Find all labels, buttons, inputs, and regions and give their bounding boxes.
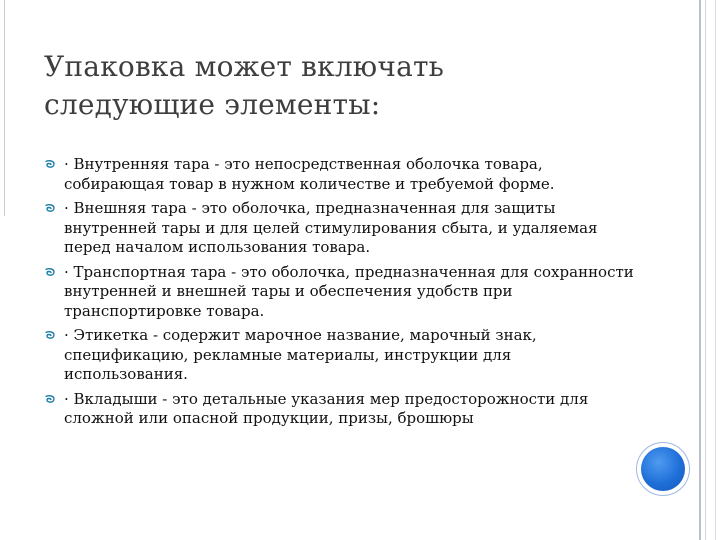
bullet-text: · Внешняя тара - это оболочка, предназначенная для защиты внутренней тары и для целей стимулирования сбыта, и удаляемая перед началом использования товара. [64,199,598,256]
bullet-text: · Вкладыши - это детальные указания мер предосторожности для сложной или опасной продукции, призы, брошюры [64,389,589,427]
right-border-inner-line [705,0,706,540]
bullet-item-outer-packaging [44,199,634,258]
bullet-text: · Внутренняя тара - это непосредственная оболочка товара, собирающая товар в нужном количестве и требуемой форме. [64,155,555,193]
curl-bullet-icon [44,330,56,342]
slide-title [44,48,604,124]
bullet-list [44,155,634,434]
curl-bullet-icon [44,394,56,406]
bullet-item-inner-packaging [44,155,634,194]
slide-title-line-1: Упаковка может включать [44,50,445,83]
bullet-item-transport-packaging [44,263,634,322]
curl-bullet-icon [44,159,56,171]
right-border-line [699,0,701,540]
bullet-item-inserts [44,390,634,429]
bullet-text: · Этикетка - содержит марочное название, марочный знак, спецификацию, рекламные материалы, инструкции для использования. [64,326,537,383]
bullet-text: · Транспортная тара - это оболочка, предназначенная для сохранности внутренней и внешней тары и обеспечения удобств при транспортировке товара. [64,262,634,320]
bullet-item-label [44,326,634,385]
slide-title-line-2: следующие элементы: [44,88,381,121]
curl-bullet-icon [44,203,56,215]
left-border-line [4,0,5,216]
decorative-blue-circle [641,447,685,491]
right-border-edge-line [715,0,716,540]
curl-bullet-icon [44,267,56,279]
